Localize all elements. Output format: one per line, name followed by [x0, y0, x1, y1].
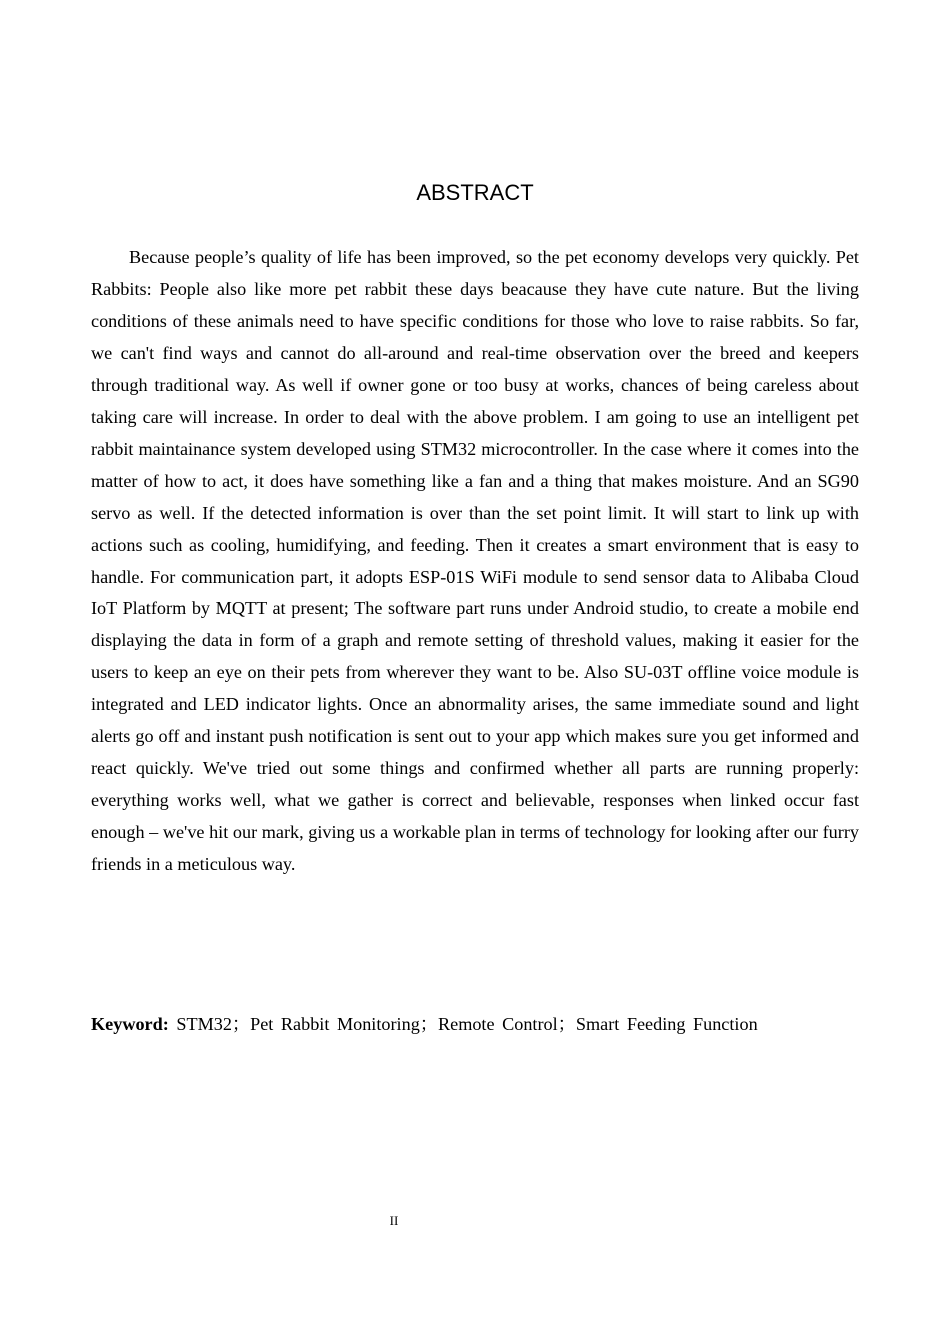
keywords-line [91, 1009, 859, 1039]
keywords-list: STM32；Pet Rabbit Monitoring；Remote Control；Smart Feeding Function [176, 1014, 758, 1034]
keywords-label: Keyword: [91, 1014, 169, 1034]
page-number: II [389, 1213, 399, 1228]
abstract-title: ABSTRACT [416, 180, 534, 205]
abstract-body: Because people’s quality of life has been improved, so the pet economy develops very quickly. Pet Rabbits: People also like more pet rabbit these days beacause they have cute nature. But the living conditions of these animals need to have specific conditions for those who love to raise rabbits. So far, we can't find ways and cannot do all-around and real-time observation over the breed and keepers through traditional way. As well if owner gone or too busy at works, chances of being careless about taking care will increase. In order to deal with the above problem. I am going to use an intelligent pet rabbit maintainance system developed using STM32 microcontroller. In the case where it comes into the matter of how to act, it does have something like a fan and a thing that makes moisture. And an SG90 servo as well. If the detected information is over than the set point limit. It will start to link up with actions such as cooling, humidifying, and feeding. Then it creates a smart environment that is easy to handle. For communication part, it adopts ESP-01S WiFi module to send sensor data to Alibaba Cloud IoT Platform by MQTT at present; The software part runs under Android studio, to create a mobile end displaying the data in form of a graph and remote setting of threshold values, making it easier for the users to keep an eye on their pets from wherever they want to be. Also SU-03T offline voice module is integrated and LED indicator lights. Once an abnormality arises, the same immediate sound and light alerts go off and instant push notification is sent out to your app which makes sure you get informed and react quickly. We've tried out some things and confirmed whether all parts are running properly: everything works well, what we gather is correct and believable, responses when linked occur fast enough – we've hit our mark, giving us a workable plan in terms of technology for looking after our furry friends in a meticulous way. [91, 247, 859, 875]
